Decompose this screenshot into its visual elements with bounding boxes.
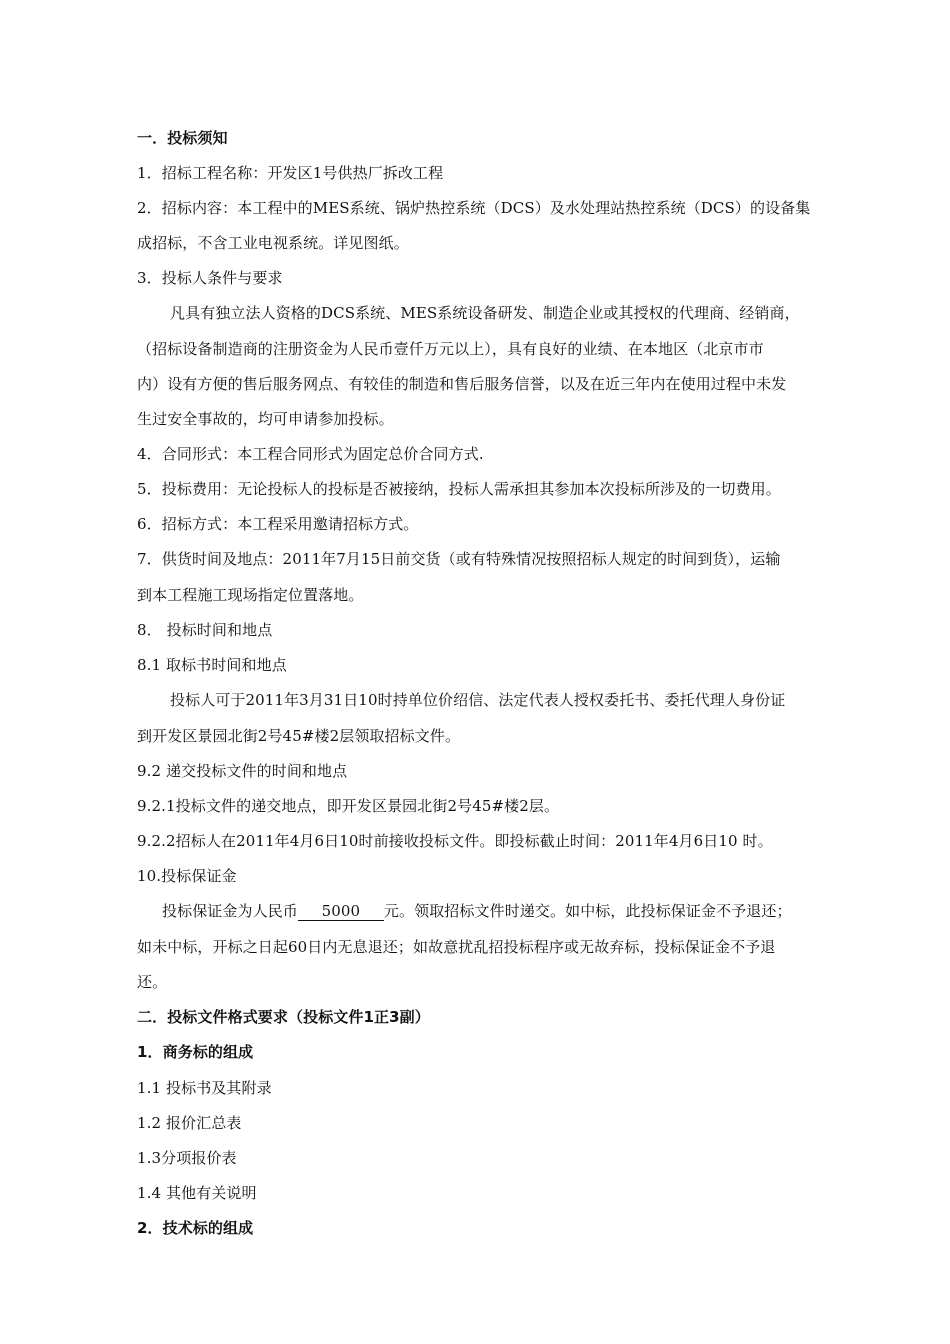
- list-item-other-notes: 1.4 其他有关说明: [137, 1184, 257, 1202]
- bid-bond-text-after-amount: 元。领取招标文件时递交。如中标，此投标保证金不予退还；: [383, 902, 792, 920]
- paragraph-bidder-conditions-line3: 内）设有方便的售后服务网点、有较佳的制造和售后服务信誉，以及在近三年内在使用过程中未发: [137, 375, 787, 393]
- paragraph-bidder-conditions-line4: 生过安全事故的，均可申请参加投标。: [137, 410, 394, 428]
- paragraph-bid-bond-line3: 还。: [137, 973, 168, 991]
- paragraph-bidder-conditions-line2: （招标设备制造商的注册资金为人民币壹仟万元以上），具有良好的业绩、在本地区（北京市市: [137, 340, 764, 358]
- list-item-bid-letter: 1.1 投标书及其附录: [137, 1079, 272, 1097]
- paragraph-collect-documents-title: 8.1 取标书时间和地点: [137, 656, 287, 674]
- paragraph-bidder-conditions-line1: 凡具有独立法人资格的DCS系统、MES系统设备研发、制造企业或其授权的代理商、经销商，: [170, 304, 800, 322]
- paragraph-tender-content-line2: 成招标，不含工业电视系统。详见图纸。: [137, 234, 409, 252]
- paragraph-submission-deadline: 9.2.2招标人在2011年4月6日10时前接收投标文件。即投标截止时间：2011年4月6日10 时。: [137, 832, 773, 850]
- paragraph-submission-title: 9.2 递交投标文件的时间和地点: [137, 762, 348, 780]
- subheading-technical-bid: 2．技术标的组成: [137, 1219, 254, 1237]
- section-heading-format-requirements: 二．投标文件格式要求（投标文件1正3副）: [137, 1008, 430, 1026]
- paragraph-delivery-line1: 7．供货时间及地点：2011年7月15日前交货（或有特殊情况按照招标人规定的时间到货），运输: [137, 550, 781, 568]
- paragraph-delivery-line2: 到本工程施工现场指定位置落地。: [137, 586, 364, 604]
- list-item-itemized-price: 1.3分项报价表: [137, 1149, 237, 1167]
- paragraph-bidding-costs: 5．投标费用：无论投标人的投标是否被接纳，投标人需承担其参加本次投标所涉及的一切费用。: [137, 480, 781, 498]
- paragraph-bid-bond-line1: [162, 901, 872, 921]
- paragraph-bid-time-place-title: 8． 投标时间和地点: [137, 621, 273, 639]
- subheading-commercial-bid: 1．商务标的组成: [137, 1043, 254, 1061]
- paragraph-bidder-conditions-title: 3．投标人条件与要求: [137, 269, 283, 287]
- paragraph-collect-documents-line2: 到开发区景园北街2号45#楼2层领取招标文件。: [137, 727, 461, 745]
- section-heading-bidding-notice: 一．投标须知: [137, 129, 228, 147]
- paragraph-bid-bond-title: 10.投标保证金: [137, 867, 237, 885]
- paragraph-contract-form: 4．合同形式：本工程合同形式为固定总价合同方式.: [137, 445, 484, 463]
- bid-bond-amount: 5000: [298, 902, 384, 921]
- bid-bond-text-before-amount: 投标保证金为人民币: [162, 902, 298, 920]
- paragraph-tender-method: 6．招标方式：本工程采用邀请招标方式。: [137, 515, 419, 533]
- paragraph-bid-bond-line2: 如未中标，开标之日起60日内无息退还；如故意扰乱招投标程序或无故弃标，投标保证金不予退: [137, 938, 776, 956]
- paragraph-tender-content-line1: 2．招标内容：本工程中的MES系统、锅炉热控系统（DCS）及水处理站热控系统（DCS）的设备集: [137, 199, 811, 217]
- list-item-price-summary: 1.2 报价汇总表: [137, 1114, 242, 1132]
- paragraph-submission-place: 9.2.1投标文件的递交地点，即开发区景园北街2号45#楼2层。: [137, 797, 560, 815]
- paragraph-project-name: 1．招标工程名称：开发区1号供热厂拆改工程: [137, 164, 444, 182]
- paragraph-collect-documents-line1: 投标人可于2011年3月31日10时持单位价绍信、法定代表人授权委托书、委托代理人身份证: [170, 691, 786, 709]
